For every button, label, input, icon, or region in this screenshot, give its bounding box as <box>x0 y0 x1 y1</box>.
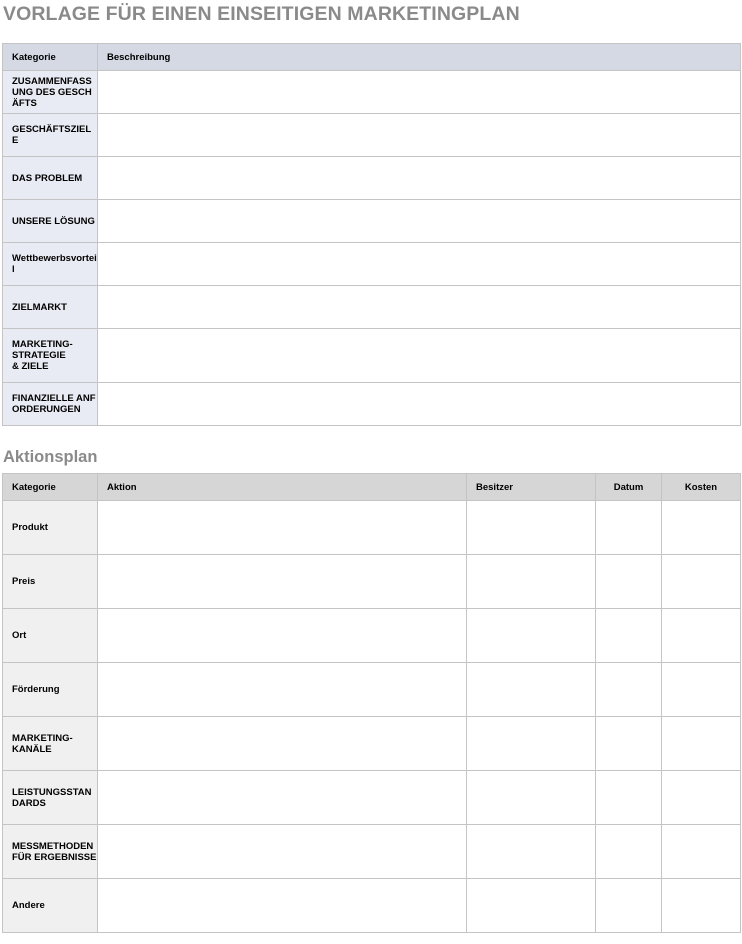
category-cell <box>3 114 98 157</box>
category-label: DAS PROBLEM <box>12 172 83 184</box>
table-row <box>3 114 741 157</box>
category-cell <box>3 663 98 717</box>
category-label: GESCHÄFTSZIELE <box>12 124 92 146</box>
description-cell[interactable] <box>98 286 741 329</box>
category-cell <box>3 157 98 200</box>
table-row <box>3 286 741 329</box>
table-row <box>3 157 741 200</box>
category-label: LEISTUNGSSTANDARDS <box>12 786 92 809</box>
cost-cell[interactable] <box>662 609 741 663</box>
column-header-aktion: Aktion <box>98 474 467 501</box>
table-row <box>3 383 741 426</box>
category-cell <box>3 879 98 933</box>
column-header-kategorie: Kategorie <box>3 44 98 71</box>
table-row <box>3 555 741 609</box>
description-cell[interactable] <box>98 243 741 286</box>
date-cell[interactable] <box>596 879 662 933</box>
column-header-beschreibung: Beschreibung <box>98 44 741 71</box>
table-header-row <box>3 474 741 501</box>
action-cell[interactable] <box>98 501 467 555</box>
table-row <box>3 609 741 663</box>
description-cell[interactable] <box>98 71 741 114</box>
table-row <box>3 717 741 771</box>
marketing-plan-table <box>2 43 741 426</box>
category-label: ZIELMARKT <box>12 301 67 313</box>
table-row <box>3 501 741 555</box>
table-row <box>3 771 741 825</box>
cost-cell[interactable] <box>662 771 741 825</box>
action-cell[interactable] <box>98 609 467 663</box>
table-row <box>3 329 741 383</box>
category-cell <box>3 286 98 329</box>
action-cell[interactable] <box>98 879 467 933</box>
column-header-kategorie: Kategorie <box>3 474 98 501</box>
date-cell[interactable] <box>596 555 662 609</box>
cost-cell[interactable] <box>662 879 741 933</box>
owner-cell[interactable] <box>467 555 596 609</box>
category-label: MARKETING- KANÄLE <box>12 732 73 755</box>
category-label: ZUSAMMENFASSUNG DES GESCHÄFTS <box>12 75 92 109</box>
table-row <box>3 663 741 717</box>
action-cell[interactable] <box>98 825 467 879</box>
date-cell[interactable] <box>596 663 662 717</box>
owner-cell[interactable] <box>467 609 596 663</box>
category-cell <box>3 771 98 825</box>
column-header-besitzer: Besitzer <box>467 474 596 501</box>
date-cell[interactable] <box>596 771 662 825</box>
date-cell[interactable] <box>596 501 662 555</box>
table-header-row <box>3 44 741 71</box>
category-cell <box>3 71 98 114</box>
description-cell[interactable] <box>98 383 741 426</box>
owner-cell[interactable] <box>467 501 596 555</box>
table-row <box>3 71 741 114</box>
column-header-datum: Datum <box>596 474 662 501</box>
cost-cell[interactable] <box>662 825 741 879</box>
action-cell[interactable] <box>98 555 467 609</box>
column-header-kosten: Kosten <box>662 474 741 501</box>
action-plan-table <box>2 473 741 933</box>
date-cell[interactable] <box>596 717 662 771</box>
action-cell[interactable] <box>98 771 467 825</box>
category-cell <box>3 383 98 426</box>
action-plan-title: Aktionsplan <box>3 448 98 466</box>
category-label: Förderung <box>12 684 60 695</box>
description-cell[interactable] <box>98 114 741 157</box>
table-row <box>3 879 741 933</box>
category-cell <box>3 243 98 286</box>
cost-cell[interactable] <box>662 501 741 555</box>
category-label: MESSMETHODEN FÜR ERGEBNISSE <box>12 840 97 863</box>
date-cell[interactable] <box>596 609 662 663</box>
category-label: MARKETING- STRATEGIE & ZIELE <box>12 339 73 372</box>
category-cell <box>3 825 98 879</box>
owner-cell[interactable] <box>467 717 596 771</box>
action-cell[interactable] <box>98 663 467 717</box>
category-label: Ort <box>12 630 27 641</box>
category-label: UNSERE LÖSUNG <box>12 215 95 227</box>
cost-cell[interactable] <box>662 663 741 717</box>
category-label: FINANZIELLE ANFORDERUNGEN <box>12 393 96 415</box>
category-cell <box>3 501 98 555</box>
category-cell <box>3 200 98 243</box>
owner-cell[interactable] <box>467 879 596 933</box>
action-cell[interactable] <box>98 717 467 771</box>
cost-cell[interactable] <box>662 717 741 771</box>
category-cell <box>3 717 98 771</box>
category-cell <box>3 329 98 383</box>
category-label: Wettbewerbsvorteil <box>12 253 97 275</box>
table-row <box>3 243 741 286</box>
description-cell[interactable] <box>98 200 741 243</box>
owner-cell[interactable] <box>467 771 596 825</box>
category-label: Andere <box>12 900 45 911</box>
cost-cell[interactable] <box>662 555 741 609</box>
table-row <box>3 825 741 879</box>
page-title: VORLAGE FÜR EINEN EINSEITIGEN MARKETINGPLAN <box>3 3 520 25</box>
category-cell <box>3 609 98 663</box>
category-label: Preis <box>12 576 36 587</box>
owner-cell[interactable] <box>467 663 596 717</box>
owner-cell[interactable] <box>467 825 596 879</box>
category-cell <box>3 555 98 609</box>
description-cell[interactable] <box>98 329 741 383</box>
description-cell[interactable] <box>98 157 741 200</box>
category-label: Produkt <box>12 522 48 533</box>
date-cell[interactable] <box>596 825 662 879</box>
table-row <box>3 200 741 243</box>
